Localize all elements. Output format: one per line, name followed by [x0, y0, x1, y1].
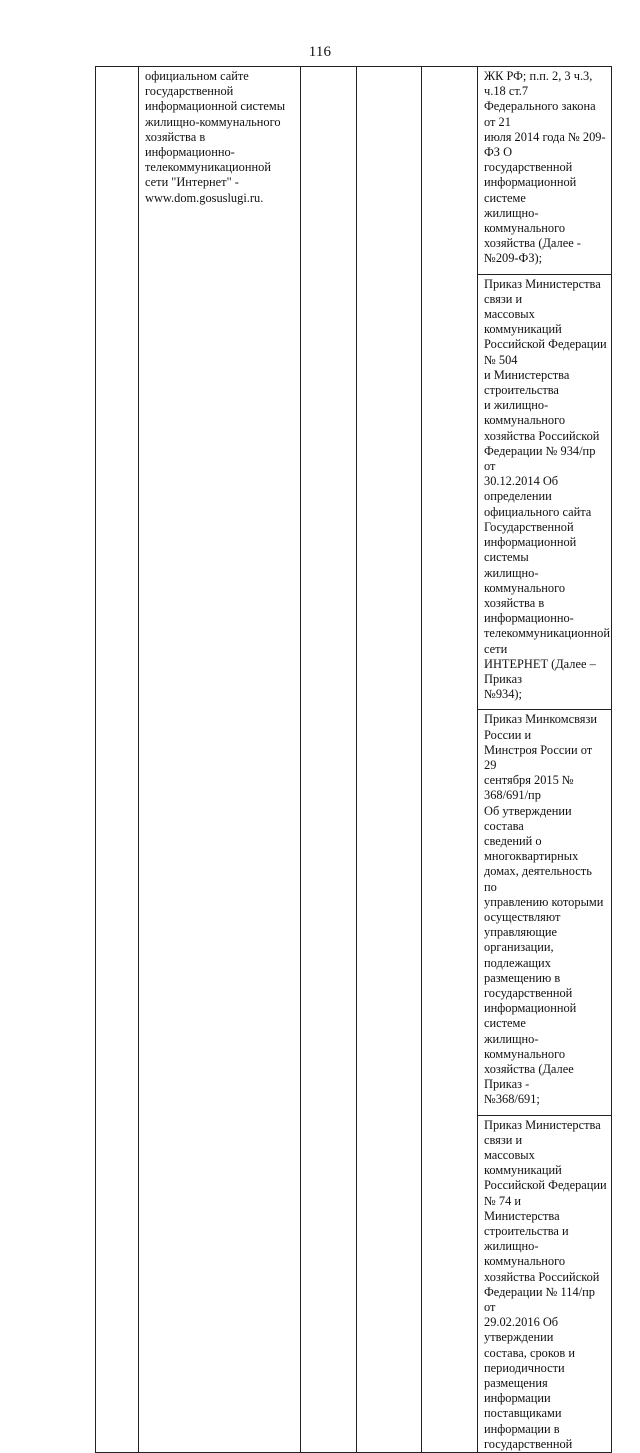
table-row — [96, 67, 612, 1453]
legal-basis-paragraph: ЖК РФ; п.п. 2, 3 ч.3, ч.18 ст.7 Федерального закона от 21 июля 2014 года № 209-ФЗ О государственной информационной системе жилищно-коммунального хозяйства (Далее - №209-ФЗ); — [478, 67, 611, 275]
table-cell-legal-basis — [478, 67, 612, 1453]
description-text: официальном сайте государственной информационной системы жилищно-коммунального хозяйства в информационно- телекоммуникационной сети "Интернет" - www.dom.gosuslugi.ru. — [145, 69, 286, 205]
table-cell-number — [96, 67, 139, 1453]
page-number: 116 — [308, 44, 332, 60]
table-cell-empty-3 — [422, 67, 478, 1453]
document-table — [95, 66, 612, 1453]
table-cell-description — [139, 67, 301, 1453]
legal-basis-paragraph: Приказ Министерства связи и массовых коммуникаций Российской Федерации № 504 и Министерства строительства и жилищно-коммунального хозяйства Российской Федерации № 934/пр от 30.12.2014 Об определении официального сайта Государственной информационной системы жилищно-коммунального хозяйства в информационно- телекоммуникационной сети ИНТЕРНЕТ (Далее – Приказ №934); — [478, 275, 611, 711]
table-cell-empty-1 — [301, 67, 357, 1453]
table-cell-empty-2 — [357, 67, 422, 1453]
legal-basis-paragraph: Приказ Министерства связи и массовых коммуникаций Российской Федерации № 74 и Министерства строительства и жилищно-коммунального хозяйства Российской Федерации № 114/пр от 29.02.2016 Об утверждении состава, сроков и периодичности размещения информации поставщиками информации в государственной — [484, 1117, 607, 1451]
legal-basis-paragraph: Приказ Минкомсвязи России и Минстроя России от 29 сентября 2015 № 368/691/пр Об утверждении состава сведений о многоквартирных домах, деятельность по управлению которыми осуществляют управляющие организации, подлежащих размещению в государственной информационной системе жилищно-коммунального хозяйства (Далее Приказ - №368/691; — [478, 710, 611, 1115]
